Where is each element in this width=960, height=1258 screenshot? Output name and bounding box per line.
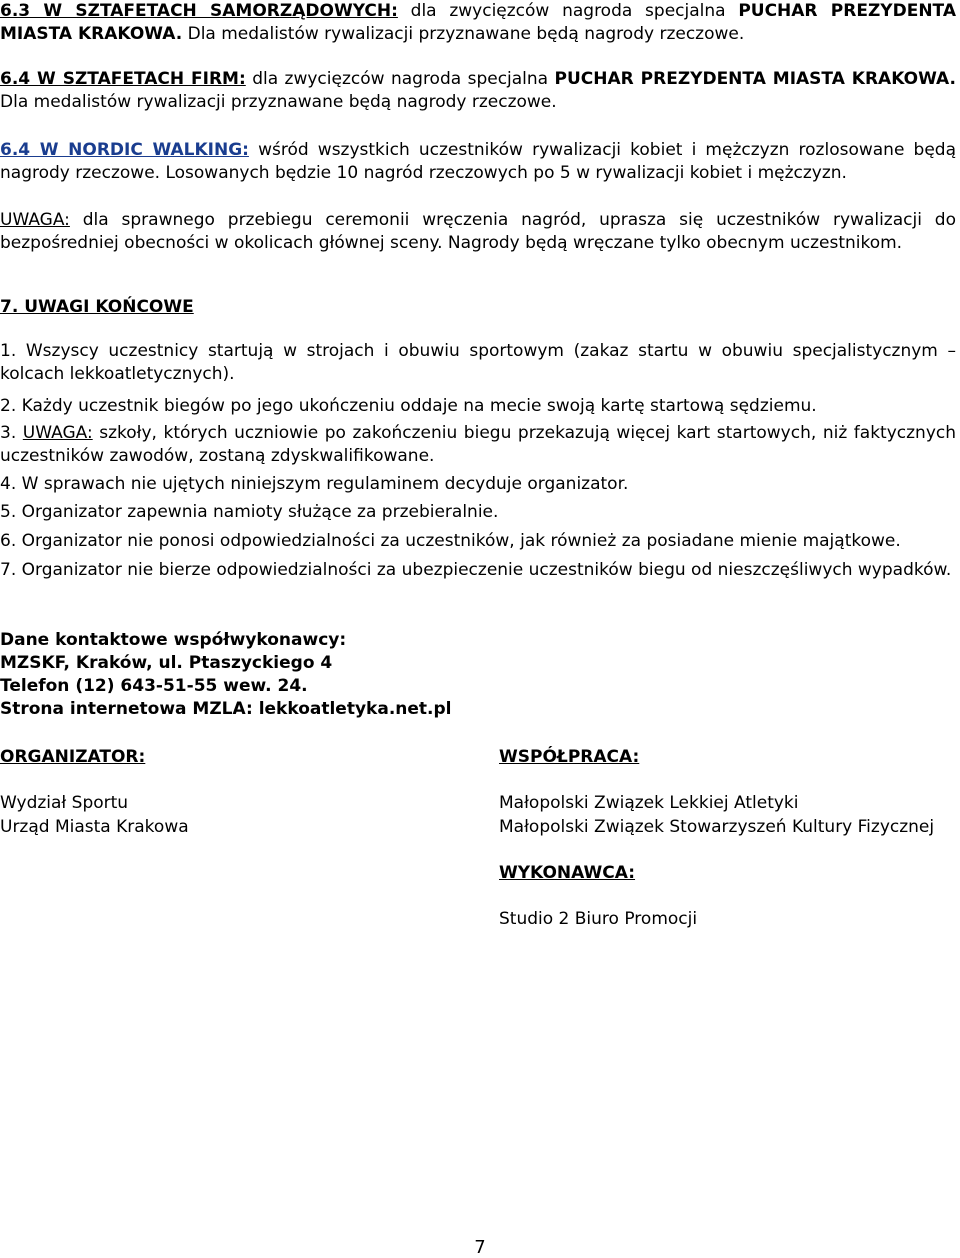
final-item-2-num: 2. bbox=[0, 396, 17, 416]
section-6-3-mid: dla zwycięzców nagroda specjalna bbox=[397, 1, 739, 21]
final-item-2-text: Każdy uczestnik biegów po jego ukończeniu oddaje na mecie swoją kartę startową sędziemu. bbox=[21, 396, 817, 416]
final-item-7-text: Organizator nie bierze odpowiedzialności za ubezpieczenie uczestników biegu od nieszczęśliwych wypadków. bbox=[21, 560, 952, 580]
section-6-4-firms-mid: dla zwycięzców nagroda specjalna bbox=[245, 69, 555, 89]
organizer-line-1: Wydział Sportu bbox=[0, 793, 129, 813]
cooperation-line-1: Małopolski Związek Lekkiej Atletyki bbox=[499, 793, 799, 813]
final-item-5-num: 5. bbox=[0, 502, 17, 522]
final-item-3-label: UWAGA: bbox=[22, 423, 93, 443]
final-item-6-text: Organizator nie ponosi odpowiedzialności za uczestników, jak również za posiadane mienie majątkowe. bbox=[21, 531, 901, 551]
section-6-3-rest: Dla medalistów rywalizacji przyznawane będą nagrody rzeczowe. bbox=[182, 24, 745, 44]
final-item-7-num: 7. bbox=[0, 560, 17, 580]
final-item-4-text: W sprawach nie ujętych niniejszym regulaminem decyduje organizator. bbox=[21, 474, 629, 494]
page-number: 7 bbox=[474, 1237, 486, 1258]
organizer-line-2: Urząd Miasta Krakowa bbox=[0, 817, 189, 837]
contact-line-3: Telefon (12) 643-51-55 wew. 24. bbox=[0, 676, 308, 696]
final-item-3-num: 3. bbox=[0, 423, 17, 443]
section-6-4-nordic-rest: wśród wszystkich uczestników rywalizacji kobiet i mężczyzn rozlosowane będą nagrody rzeczowe. Losowanych będzie 10 nagród rzeczowych po 5 w rywalizacji kobiet i mężczyzn. bbox=[0, 140, 956, 183]
final-item-7 bbox=[0, 559, 956, 582]
final-remarks-heading: 7. UWAGI KOŃCOWE bbox=[0, 297, 194, 317]
section-uwaga bbox=[0, 209, 956, 255]
section-6-4-firms-trophy: PUCHAR PREZYDENTA MIASTA KRAKOWA. bbox=[554, 69, 956, 89]
final-item-5-text: Organizator zapewnia namioty służące za przebieralnie. bbox=[21, 502, 499, 522]
section-6-4-firms-label: 6.4 W SZTAFETACH FIRM: bbox=[0, 69, 246, 89]
final-item-3-text: szkoły, których uczniowie po zakończeniu biegu przekazują więcej kart startowych, niż faktycznych uczestników zawodów, zostaną zdyskwalifikowane. bbox=[0, 423, 956, 466]
final-item-4 bbox=[0, 473, 956, 496]
uwaga-rest: dla sprawnego przebiegu ceremonii wręczenia nagród, uprasza się uczestników rywalizacji do bezpośredniej obecności w okolicach głównej sceny. Nagrody będą wręczane tylko obecnym uczestnikom. bbox=[0, 210, 956, 253]
final-item-1-text: Wszyscy uczestnicy startują w strojach i obuwiu sportowym (zakaz startu w obuwiu specjalistycznym – kolcach lekkoatletycznych). bbox=[0, 341, 956, 384]
section-6-3-label: 6.3 W SZTAFETACH SAMORZĄDOWYCH: bbox=[0, 1, 398, 21]
contact-line-1: Dane kontaktowe współwykonawcy: bbox=[0, 630, 347, 650]
final-item-3 bbox=[0, 422, 956, 468]
final-item-6 bbox=[0, 530, 956, 553]
cooperation-line-2: Małopolski Związek Stowarzyszeń Kultury Fizycznej bbox=[499, 817, 935, 837]
section-6-4-firms bbox=[0, 68, 956, 114]
organizer-heading: ORGANIZATOR: bbox=[0, 747, 146, 767]
final-item-5 bbox=[0, 501, 956, 524]
contact-line-2: MZSKF, Kraków, ul. Ptaszyckiego 4 bbox=[0, 653, 333, 673]
section-6-4-firms-rest: Dla medalistów rywalizacji przyznawane będą nagrody rzeczowe. bbox=[0, 92, 557, 112]
final-item-4-num: 4. bbox=[0, 474, 17, 494]
final-item-1-num: 1. bbox=[0, 341, 17, 361]
section-6-4-nordic-label: 6.4 W NORDIC WALKING: bbox=[0, 140, 249, 160]
cooperation-block bbox=[499, 745, 934, 839]
final-item-1 bbox=[0, 340, 956, 386]
section-6-3-trophy: PUCHAR PREZYDENTA MIASTA KRAKOWA. bbox=[0, 1, 956, 44]
contact-block bbox=[0, 629, 600, 721]
contractor-line-1: Studio 2 Biuro Promocji bbox=[499, 909, 698, 929]
final-item-6-num: 6. bbox=[0, 531, 17, 551]
final-item-2 bbox=[0, 395, 956, 418]
organizer-block bbox=[0, 745, 189, 839]
section-6-3 bbox=[0, 0, 956, 46]
contractor-block bbox=[499, 861, 697, 931]
contractor-heading: WYKONAWCA: bbox=[499, 863, 636, 883]
contact-line-4: Strona internetowa MZLA: lekkoatletyka.net.pl bbox=[0, 699, 452, 719]
section-6-4-nordic bbox=[0, 139, 956, 185]
cooperation-heading: WSPÓŁPRACA: bbox=[499, 747, 640, 767]
uwaga-label: UWAGA: bbox=[0, 210, 70, 230]
